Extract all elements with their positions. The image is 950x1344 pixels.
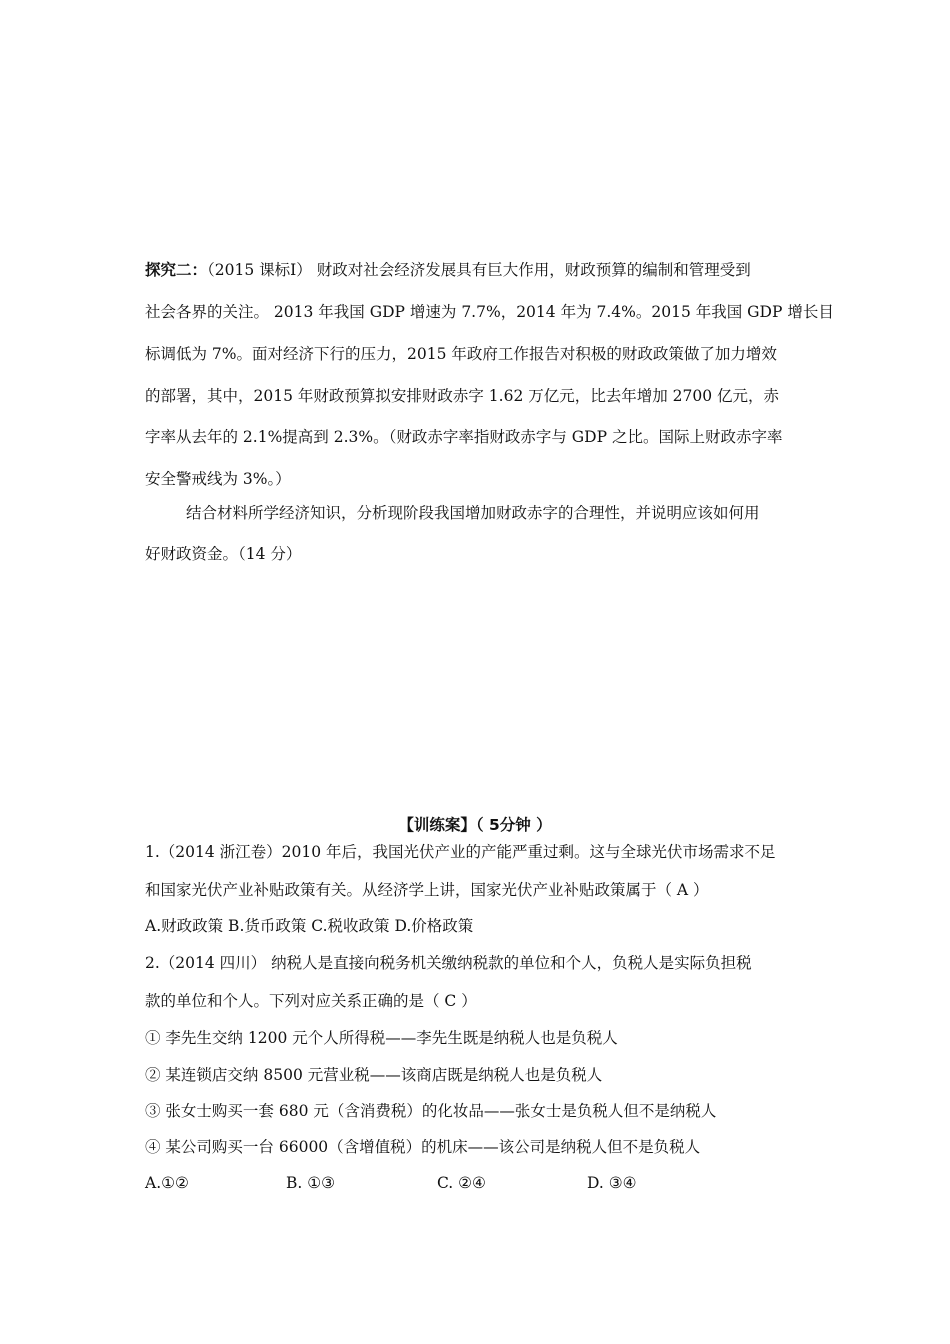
q1-line-1: 1.（2014 浙江卷）2010 年后，我国光伏产业的产能严重过剩。这与全球光伏市场需求不足 [145, 843, 776, 861]
q2-item-3: ③ 张女士购买一套 680 元（含消费税）的化妆品——张女士是负税人但不是纳税人 [145, 1102, 717, 1120]
inquiry2-question-line-2: 好财政资金。（14 分） [145, 545, 302, 563]
inquiry2-heading: 探究二： [145, 261, 208, 279]
q2-line-2: 款的单位和个人。下列对应关系正确的是（ C ） [145, 992, 477, 1010]
inquiry2-line-5: 字率从去年的 2.1%提高到 2.3%。（财政赤字率指财政赤字与 GDP 之比。国际上财政赤字率 [145, 428, 783, 446]
q1-line-2: 和国家光伏产业补贴政策有关。从经济学上讲，国家光伏产业补贴政策属于（ A ） [145, 881, 709, 899]
q2-option-b: B. ①③ [286, 1174, 336, 1192]
q1-options: A.财政政策 B.货币政策 C.税收政策 D.价格政策 [145, 917, 474, 935]
q2-item-2: ② 某连锁店交纳 8500 元营业税——该商店既是纳税人也是负税人 [145, 1066, 603, 1084]
q2-option-a: A.①② [145, 1174, 189, 1192]
q2-option-c: C. ②④ [437, 1174, 486, 1192]
q2-item-4: ④ 某公司购买一台 66000（含增值税）的机床——该公司是纳税人但不是负税人 [145, 1138, 701, 1156]
inquiry2-line-1 [145, 260, 751, 280]
inquiry2-question-line-1: 结合材料所学经济知识，分析现阶段我国增加财政赤字的合理性，并说明应该如何用 [186, 504, 760, 522]
q2-item-1: ① 李先生交纳 1200 元个人所得税——李先生既是纳税人也是负税人 [145, 1029, 618, 1047]
training-title-bold: 【训练案】 [398, 816, 476, 834]
training-title-time: （ 5分钟 ） [475, 816, 552, 834]
training-title [0, 815, 950, 835]
inquiry2-line-4: 的部署，其中，2015 年财政预算拟安排财政赤字 1.62 万亿元，比去年增加 2700 亿元，赤 [145, 387, 780, 405]
q2-option-d: D. ③④ [587, 1174, 637, 1192]
inquiry2-line-6: 安全警戒线为 3%。） [145, 470, 291, 488]
q2-line-1: 2.（2014 四川） 纳税人是直接向税务机关缴纳税款的单位和个人，负税人是实际负担税 [145, 954, 752, 972]
inquiry2-line-1-text: （2015 课标Ⅰ） 财政对社会经济发展具有巨大作用，财政预算的编制和管理受到 [207, 261, 751, 279]
inquiry2-line-3: 标调低为 7%。面对经济下行的压力，2015 年政府工作报告对积极的财政政策做了加力增效 [145, 345, 777, 363]
inquiry2-line-2: 社会各界的关注。 2013 年我国 GDP 增速为 7.7%，2014 年为 7.4%。2015 年我国 GDP 增长目 [145, 303, 834, 321]
